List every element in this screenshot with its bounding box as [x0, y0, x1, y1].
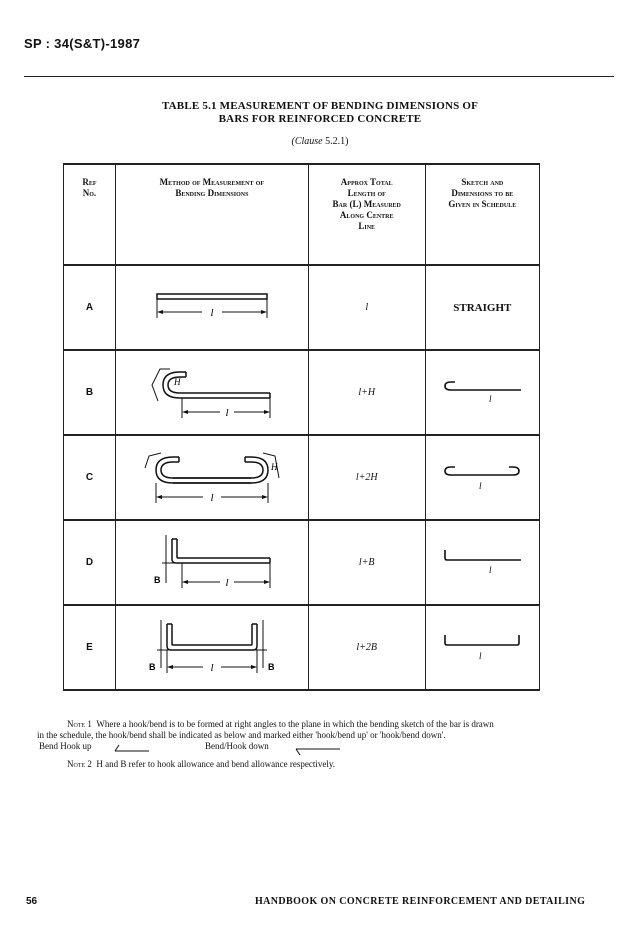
- hook-label: H: [173, 376, 181, 387]
- col-sketch-line3: Given in Schedule: [448, 199, 517, 209]
- sketch-dim: l: [489, 393, 492, 404]
- table-row-e: [64, 605, 540, 690]
- dim-label: l: [225, 576, 229, 589]
- note-1-label: Note 1: [67, 719, 92, 729]
- col-length-line3: Bar (L) Measured: [332, 199, 401, 209]
- double-hook-sketch: [437, 463, 527, 493]
- table-title: [120, 100, 520, 126]
- col-sketch-line2: Dimensions to be: [451, 188, 514, 198]
- bend-label: B: [153, 574, 161, 585]
- bend-sketch: [437, 548, 527, 578]
- note-2-label: Note 2: [67, 759, 92, 769]
- col-ref-line1: Ref: [82, 177, 97, 187]
- ref-cell: C: [64, 435, 116, 520]
- ref-cell: E: [64, 605, 116, 690]
- document-code: SP : 34(S&T)-1987: [24, 36, 141, 51]
- length-cell: l+2H: [308, 435, 425, 520]
- dim-label: l: [210, 491, 214, 504]
- header-rule: [24, 76, 614, 77]
- sketch-cell: [425, 520, 539, 605]
- table-row-b: [64, 350, 540, 435]
- method-cell: [115, 350, 308, 435]
- sketch-cell: [425, 435, 539, 520]
- straight-bar-diagram: [147, 288, 277, 328]
- double-hook-bar-diagram: [137, 448, 287, 508]
- ref-cell: B: [64, 350, 116, 435]
- dim-label: l: [210, 306, 214, 319]
- table-row-c: [64, 435, 540, 520]
- dim-label: l: [210, 661, 214, 674]
- col-length-line1: Approx Total: [340, 177, 393, 187]
- clause-prefix: (Clause: [291, 136, 323, 147]
- length-cell: l+2B: [308, 605, 425, 690]
- bend-label-left: B: [148, 661, 156, 672]
- running-footer: HANDBOOK ON CONCRETE REINFORCEMENT AND DETAILING: [255, 896, 586, 907]
- sketch-dim: l: [489, 564, 492, 575]
- table-title-line2: BARS FOR REINFORCED CONCRETE: [218, 113, 422, 125]
- double-bend-sketch: [437, 633, 527, 663]
- ref-cell: D: [64, 520, 116, 605]
- table-header-row: [64, 164, 540, 265]
- sketch-cell: STRAIGHT: [425, 265, 539, 350]
- table-title-line1: TABLE 5.1 MEASUREMENT OF BENDING DIMENSIONS OF: [161, 100, 479, 112]
- col-sketch-line1: Sketch and: [461, 177, 504, 187]
- col-ref-header: [64, 164, 116, 265]
- col-sketch-header: [425, 164, 539, 265]
- col-length-line5: Line: [358, 221, 376, 231]
- method-cell: [115, 435, 308, 520]
- bend-up-label: Bend Hook up: [39, 741, 92, 751]
- double-bend-bar-diagram: [137, 618, 287, 678]
- table-notes: [37, 719, 607, 770]
- page-number: 56: [26, 896, 38, 907]
- col-method-line2: Bending Dimensions: [175, 188, 249, 198]
- note-1-line1: Where a hook/bend is to be formed at right angles to the plane in which the bending sketch of the bar is drawn: [96, 719, 494, 729]
- length-cell: l: [308, 265, 425, 350]
- col-length-header: [308, 164, 425, 265]
- col-length-line4: Along Centre: [339, 210, 394, 220]
- sketch-dim: l: [479, 650, 482, 661]
- sketch-cell: [425, 350, 539, 435]
- hook-label: H: [270, 461, 278, 472]
- table-row-d: [64, 520, 540, 605]
- length-cell: l+H: [308, 350, 425, 435]
- bend-up-symbol: [111, 743, 151, 753]
- bending-dimensions-table: [63, 163, 540, 691]
- length-cell: l+B: [308, 520, 425, 605]
- note-1-line2: in the schedule, the hook/bend shall be indicated as below and marked either 'hook/bend up' or 'hook/bend down'.: [37, 730, 446, 740]
- sketch-cell: [425, 605, 539, 690]
- single-hook-bar-diagram: [142, 363, 282, 423]
- table-row-a: [64, 265, 540, 350]
- hook-sketch: [437, 378, 527, 408]
- sketch-dim: l: [479, 480, 482, 491]
- dim-label: l: [225, 406, 229, 419]
- col-ref-line2: No.: [82, 188, 97, 198]
- bend-down-symbol: [292, 745, 342, 757]
- bend-label-right: B: [267, 661, 275, 672]
- method-cell: [115, 605, 308, 690]
- bend-indicators: [37, 741, 607, 753]
- note-2-text: H and B refer to hook allowance and bend allowance respectively.: [96, 759, 335, 769]
- col-method-line1: Method of Measurement of: [159, 177, 265, 187]
- col-length-line2: Length of: [347, 188, 386, 198]
- ref-cell: A: [64, 265, 116, 350]
- note-2: [37, 759, 607, 770]
- clause-reference: [120, 136, 520, 147]
- clause-number: 5.2.1): [325, 136, 349, 147]
- note-1: [37, 719, 607, 730]
- method-cell: [115, 520, 308, 605]
- single-bend-bar-diagram: [142, 533, 282, 593]
- method-cell: [115, 265, 308, 350]
- col-method-header: [115, 164, 308, 265]
- bend-down-label: Bend/Hook down: [205, 741, 269, 751]
